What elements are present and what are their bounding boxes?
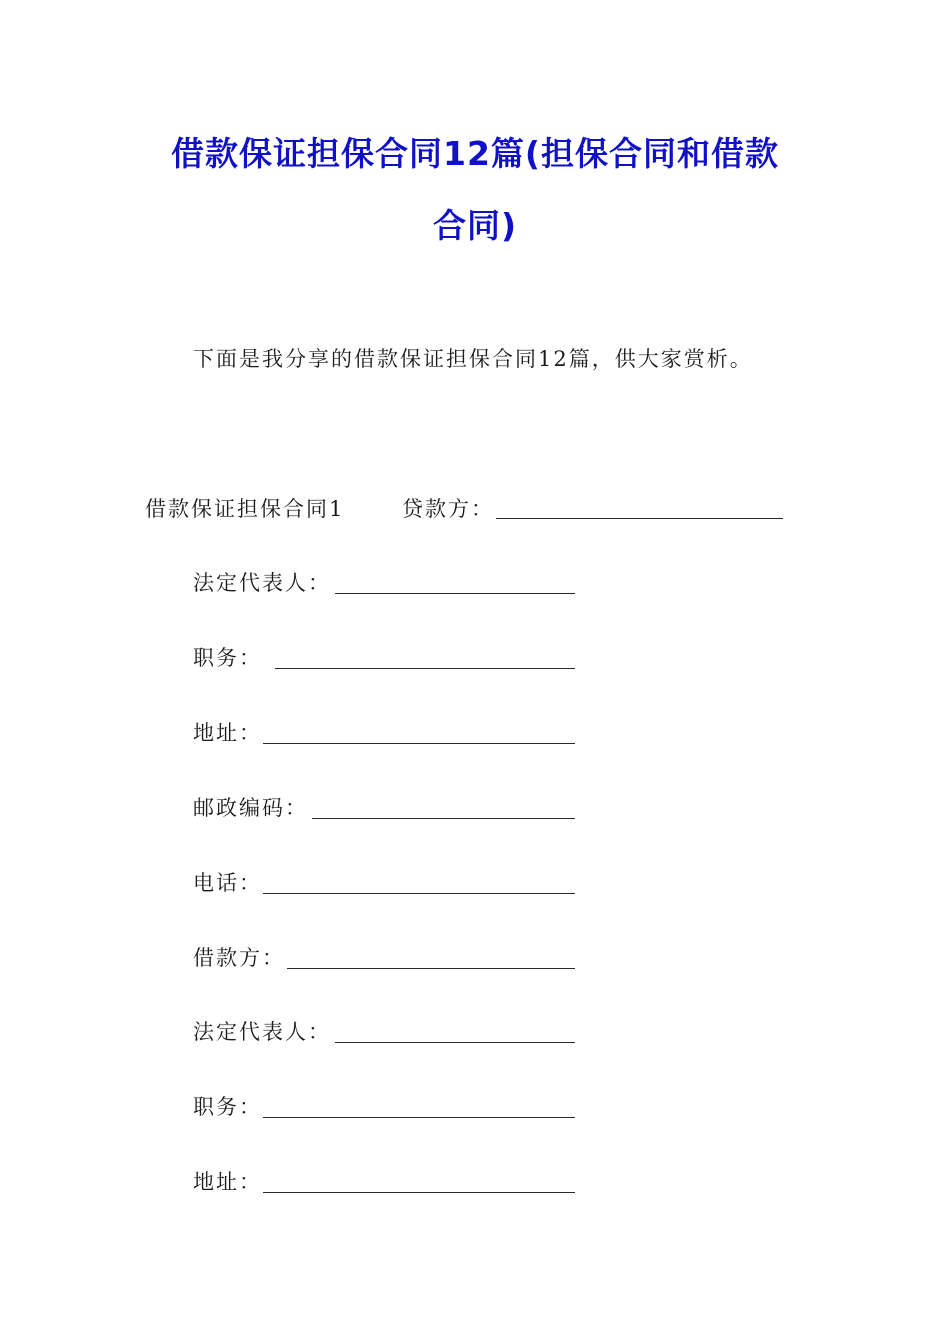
field-legal-representative-line (335, 593, 575, 594)
section-heading: 借款保证担保合同1 (145, 497, 345, 521)
field-position-label: 职务： (193, 646, 262, 670)
field-borrower-label: 借款方： (193, 946, 285, 970)
field-address-label: 地址： (193, 721, 262, 745)
field-postcode-label: 邮政编码： (193, 796, 308, 820)
document-title-line-2: 合同) (432, 206, 518, 245)
lender-blank-line (496, 518, 783, 519)
field-legal-representative-label: 法定代表人： (193, 571, 331, 595)
lender-label: 贷款方： (402, 497, 494, 521)
field-borrower-line (287, 968, 575, 969)
field-phone-label: 电话： (193, 871, 262, 895)
field-address-line (263, 743, 575, 744)
field-position-2-label: 职务： (193, 1095, 262, 1119)
field-address-2-label: 地址： (193, 1170, 262, 1194)
field-position-2-line (263, 1117, 575, 1118)
field-postcode-line (312, 818, 575, 819)
field-legal-representative-2-label: 法定代表人： (193, 1020, 331, 1044)
document-title-line-1: 借款保证担保合同12篇(担保合同和借款 (170, 134, 779, 173)
field-position-line (275, 668, 575, 669)
field-legal-representative-2-line (335, 1042, 575, 1043)
field-address-2-line (263, 1192, 575, 1193)
field-phone-line (263, 893, 575, 894)
intro-paragraph: 下面是我分享的借款保证担保合同12篇，供大家赏析。 (193, 347, 753, 371)
